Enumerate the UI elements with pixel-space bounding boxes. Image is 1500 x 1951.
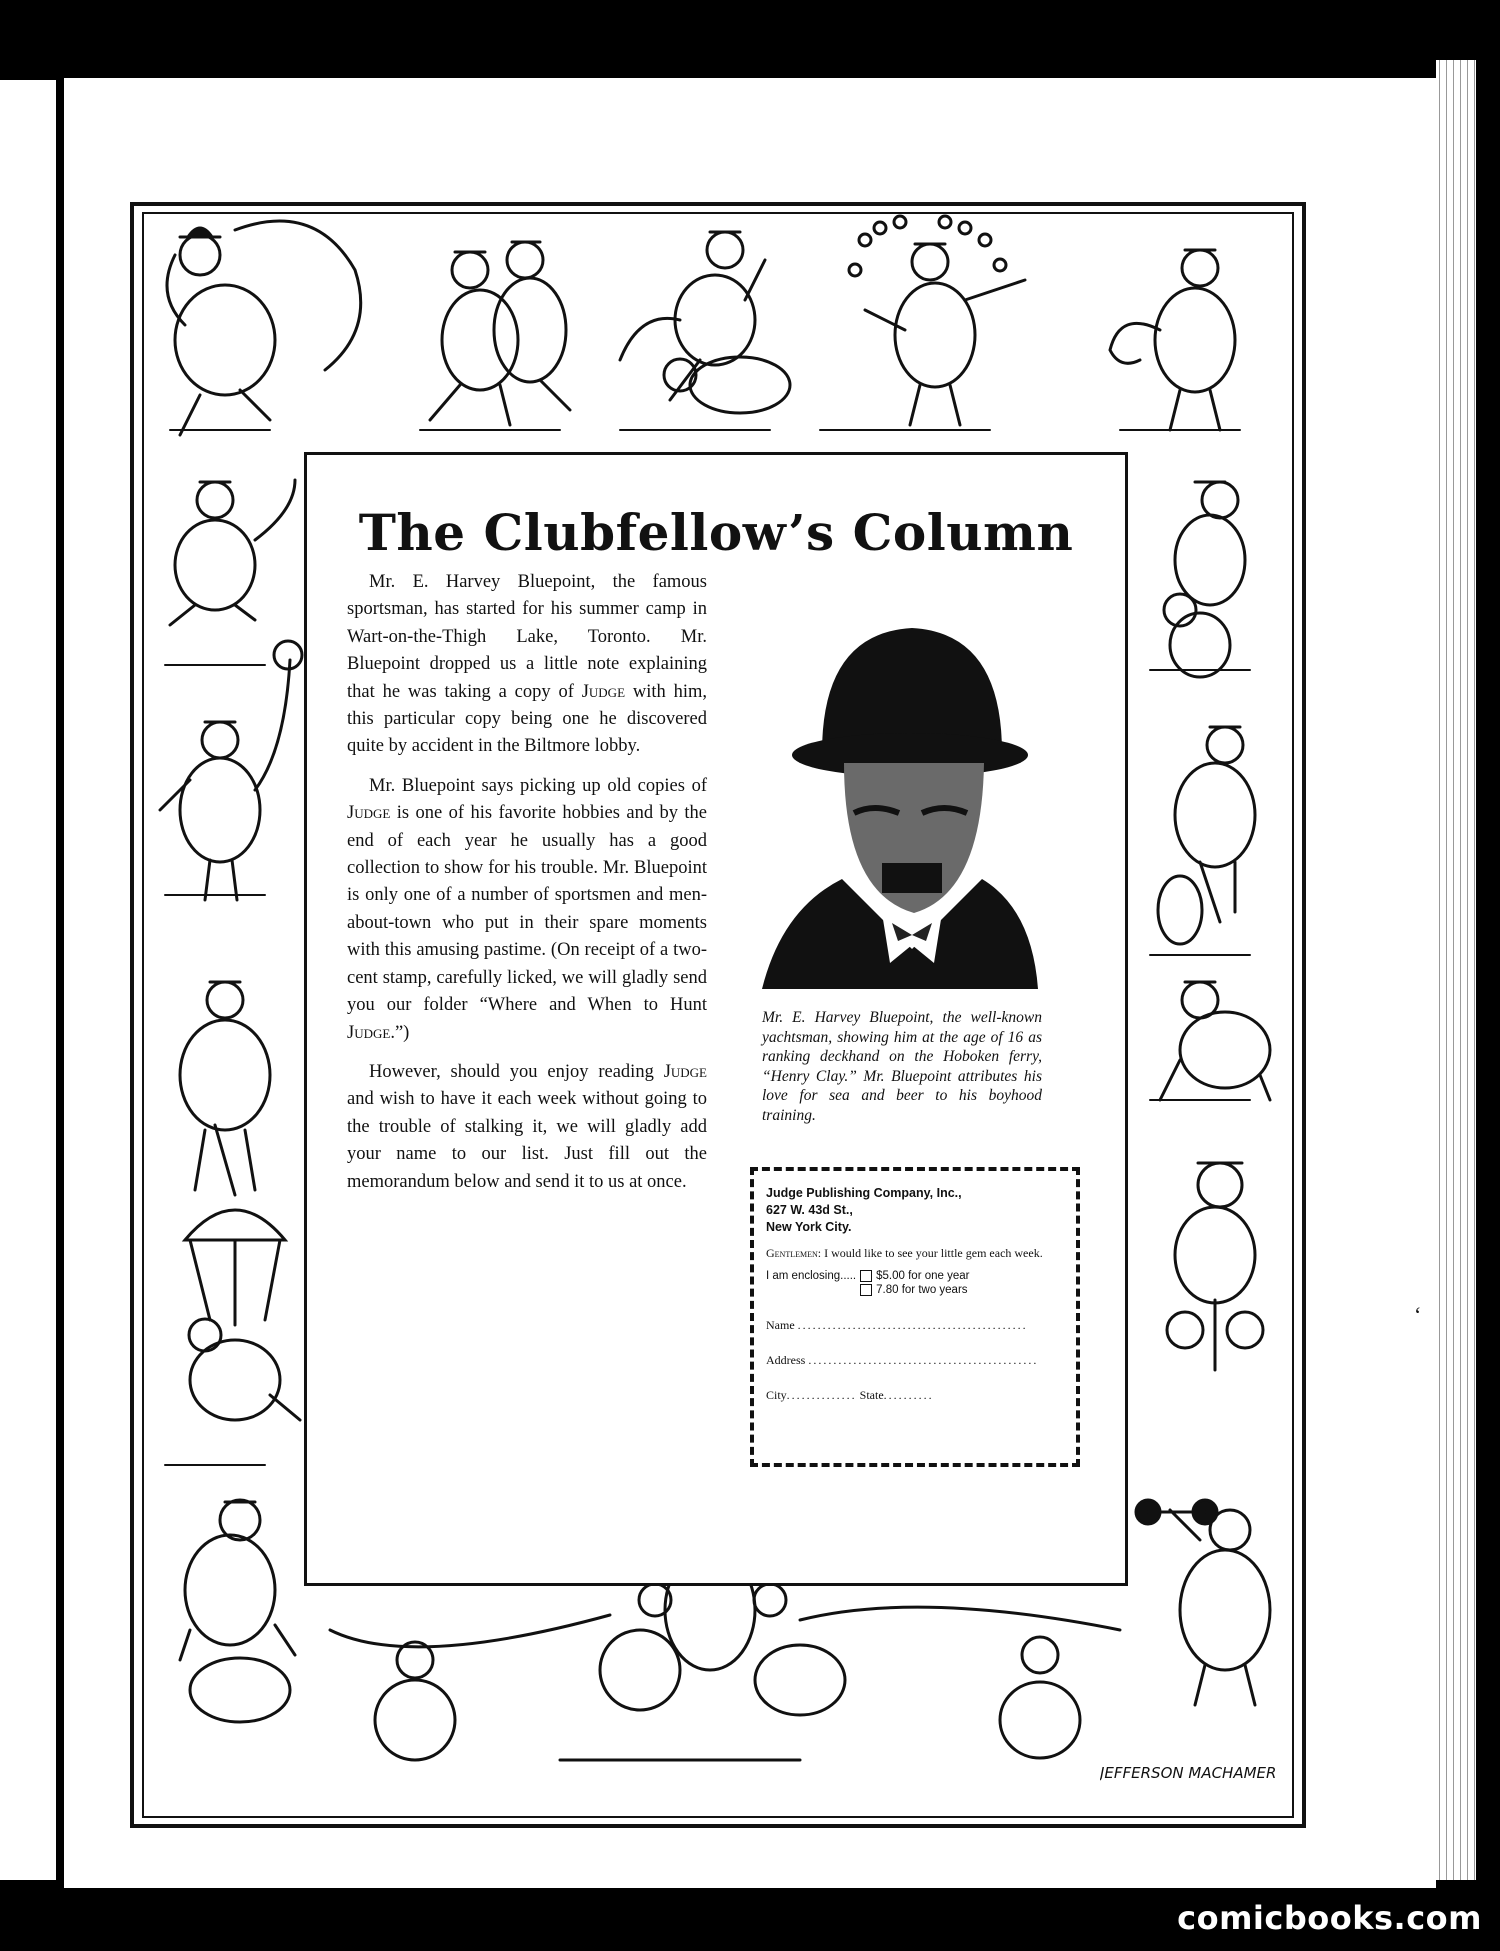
checkbox-two-years[interactable] (860, 1284, 872, 1296)
article-paragraph-2: Mr. Bluepoint says picking up old copies of Judge is one of his favorite hobbies and by the end of each year he usually has a good collection to show for his trouble. Mr. Bluepoint is only one of a number of sportsmen and men-about-town who put in their spare moments with this amusing pastime. (On receipt of a two-cent stamp, carefully licked, we will gladly send you our folder “Where and When to Hunt Judge.”) (347, 775, 707, 1043)
checkbox-one-year[interactable] (860, 1270, 872, 1282)
column-panel (304, 452, 1128, 1586)
facing-page-edge (0, 80, 56, 1880)
photo-caption: Mr. E. Harvey Bluepoint, the well-known yachtsman, showing him at the age of 16 as ranking deckhand on the Hoboken ferry, “Henry Clay.” Mr. Bluepoint attributes his love for sea and beer to his boyhood training. (762, 1009, 1042, 1124)
coupon-address: Judge Publishing Company, Inc., 627 W. 43d St., New York City. (766, 1186, 962, 1234)
coupon-payment-options: I am enclosing..... $5.00 for one year 7.80 for two years (766, 1270, 970, 1296)
subscription-coupon[interactable] (750, 1167, 1080, 1467)
page-title: The Clubfellow’s Column (358, 503, 1074, 562)
article-paragraph-1: Mr. E. Harvey Bluepoint, the famous sportsman, has started for his summer camp in Wart-on-the-Thigh Lake, Toronto. Mr. Bluepoint dropped us a little note explaining that he was taking a copy of Judge with him, this particular copy being one he discovered quite by accident in the Biltmore lobby. (347, 572, 707, 757)
city-state-field[interactable]: City.............. State.......... (766, 1388, 934, 1402)
artist-signature (1100, 1750, 1300, 1790)
name-field[interactable]: Name .............................................. (766, 1318, 1028, 1332)
option-one-year[interactable]: $5.00 for one year (860, 1270, 969, 1282)
svg-text:JEFFERSON MACHAMER: JEFFERSON MACHAMER (1100, 1764, 1277, 1782)
option-two-years[interactable]: 7.80 for two years (860, 1284, 969, 1296)
coupon-note: Gentlemen: I would like to see your little gem each week. (766, 1246, 1043, 1260)
book-page-edges (1436, 60, 1476, 1880)
article-body (347, 569, 707, 1208)
watermark: comicbooks.com (1177, 1899, 1482, 1937)
scan-top-edge (0, 0, 1500, 80)
margin-mark: ʻ (1414, 1302, 1422, 1327)
portrait-photo (762, 583, 1038, 989)
article-paragraph-3: However, should you enjoy reading Judge and wish to have it each week without going to the trouble of stalking it, we will gladly add your name to our list. Just fill out the memorandum below and send it to us at once. (347, 1061, 707, 1192)
address-field[interactable]: Address .............................................. (766, 1353, 1039, 1367)
